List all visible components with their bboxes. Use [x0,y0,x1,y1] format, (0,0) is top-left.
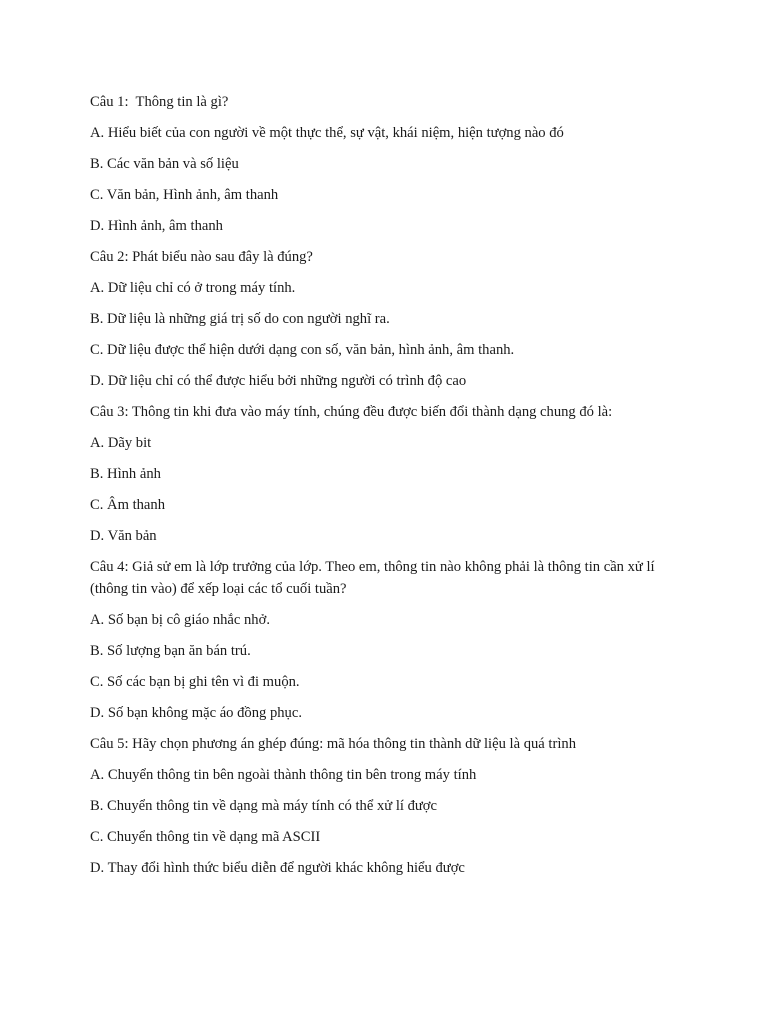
quiz-document [90,91,690,888]
question-4-option-b: B. Số lượng bạn ăn bán trú. [90,643,251,659]
question-1-prompt: Câu 1: Thông tin là gì? [90,94,229,110]
question-4-prompt: Câu 4: Giả sử em là lớp trưởng của lớp. Theo em, thông tin nào không phải là thông tin cần xử lí (thông tin vào) để xếp loại các tổ cuối tuần? [90,559,659,597]
question-1-option-c: C. Văn bản, Hình ảnh, âm thanh [90,187,279,203]
question-2-option-b: B. Dữ liệu là những giá trị số do con người nghĩ ra. [90,311,390,327]
question-3-option-a: A. Dãy bit [90,435,152,451]
question-3-option-b: B. Hình ảnh [90,466,161,482]
question-5-option-b: B. Chuyển thông tin về dạng mà máy tính có thể xử lí được [90,798,437,814]
question-2-option-d: D. Dữ liệu chỉ có thể được hiểu bởi những người có trình độ cao [90,373,467,389]
question-2-option-c: C. Dữ liệu được thể hiện dưới dạng con số, văn bản, hình ảnh, âm thanh. [90,342,515,358]
question-1-option-d: D. Hình ảnh, âm thanh [90,218,223,234]
question-4-option-a: A. Số bạn bị cô giáo nhắc nhở. [90,612,270,628]
question-1-option-a: A. Hiểu biết của con người về một thực thể, sự vật, khái niệm, hiện tượng nào đó [90,125,564,141]
question-5-option-c: C. Chuyển thông tin về dạng mã ASCII [90,829,321,845]
question-2-option-a: A. Dữ liệu chỉ có ở trong máy tính. [90,280,296,296]
question-4-option-d: D. Số bạn không mặc áo đồng phục. [90,705,302,721]
question-3-option-d: D. Văn bản [90,528,157,544]
question-4-option-c: C. Số các bạn bị ghi tên vì đi muộn. [90,674,300,690]
question-3-option-c: C. Âm thanh [90,497,165,513]
question-5-prompt: Câu 5: Hãy chọn phương án ghép đúng: mã hóa thông tin thành dữ liệu là quá trình [90,736,576,752]
question-1-option-b: B. Các văn bản và số liệu [90,156,239,172]
question-2-prompt: Câu 2: Phát biểu nào sau đây là đúng? [90,249,313,265]
question-3-prompt: Câu 3: Thông tin khi đưa vào máy tính, chúng đều được biến đổi thành dạng chung đó là: [90,404,613,420]
question-5-option-a: A. Chuyển thông tin bên ngoài thành thông tin bên trong máy tính [90,767,477,783]
question-5-option-d: D. Thay đổi hình thức biểu diễn để người khác không hiểu được [90,860,465,876]
